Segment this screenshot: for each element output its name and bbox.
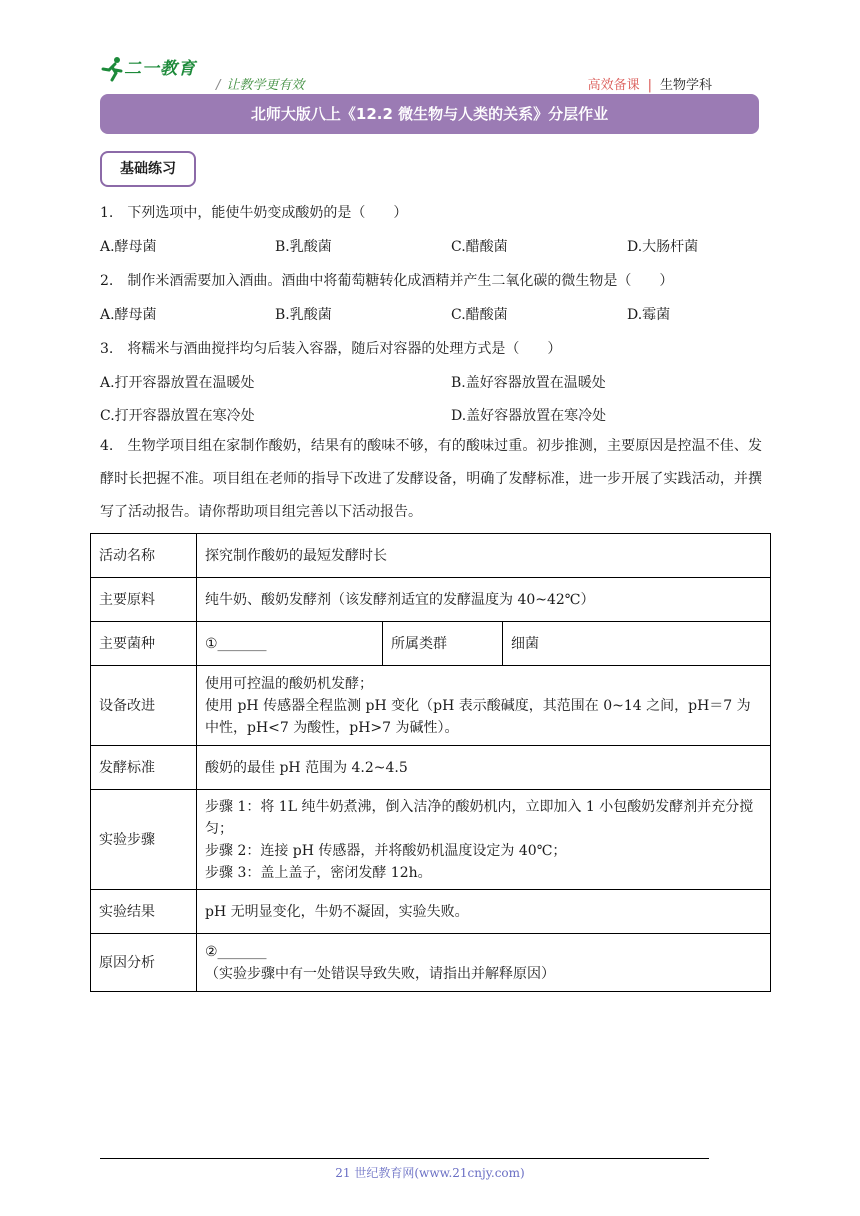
row-value-2: 细菌: [503, 622, 771, 666]
table-row: [91, 934, 771, 992]
q3-option-d: D.盖好容器放置在寒冷处: [451, 408, 607, 424]
row-line: 步骤 3：盖上盖子，密闭发酵 12h。: [205, 864, 432, 881]
header-tag: 高效备课: [587, 78, 640, 93]
row-line: 使用 pH 传感器全程监测 pH 变化（pH 表示酸碱度，其范围在 0~14 之间，pH＝7 为中性，pH<7 为酸性，pH>7 为碱性）。: [205, 697, 751, 736]
row-line: 步骤 1：将 1L 纯牛奶煮沸，倒入洁净的酸奶机内，立即加入 1 小包酸奶发酵剂并充分搅匀；: [205, 798, 754, 837]
row-label-2: 所属类群: [383, 622, 503, 666]
row-value: [197, 790, 771, 890]
header-right: [588, 74, 712, 93]
q1-option-c: C.醋酸菌: [451, 239, 508, 255]
page-title: 北师大版八上《12.2 微生物与人类的关系》分层作业: [100, 94, 759, 134]
table-row: [91, 622, 771, 666]
page-header: [100, 52, 760, 92]
row-label: 活动名称: [91, 534, 197, 578]
q3-option-a: A.打开容器放置在温暖处: [100, 375, 255, 391]
q3-option-b: B.盖好容器放置在温暖处: [451, 375, 606, 391]
row-label: 实验结果: [91, 890, 197, 934]
q1-option-b: B.乳酸菌: [275, 239, 332, 255]
q3-option-c: C.打开容器放置在寒冷处: [100, 408, 255, 424]
table-row: [91, 746, 771, 790]
activity-report-table: [90, 533, 771, 992]
header-subject: 生物学科: [659, 78, 712, 93]
q2-option-a: A.酵母菌: [100, 307, 157, 323]
runner-icon: [100, 56, 126, 82]
row-value: [197, 666, 771, 746]
q2-option-b: B.乳酸菌: [275, 307, 332, 323]
question-2: 2. 制作米酒需要加入酒曲。酒曲中将葡萄糖转化成酒精并产生二氧化碳的微生物是（ ）: [100, 273, 674, 289]
row-value: 探究制作酸奶的最短发酵时长: [197, 534, 771, 578]
table-row: [91, 578, 771, 622]
footer-divider: [100, 1158, 709, 1159]
slogan-text: 让教学更有效: [226, 78, 305, 93]
table-row: [91, 890, 771, 934]
table-row: [91, 790, 771, 890]
row-label: 原因分析: [91, 934, 197, 992]
section-tag: 基础练习: [100, 151, 196, 187]
row-label: 发酵标准: [91, 746, 197, 790]
row-label: 实验步骤: [91, 790, 197, 890]
row-line: ②_______: [205, 943, 267, 960]
header-separator: |: [647, 78, 652, 93]
slogan: / 让教学更有效: [216, 78, 305, 93]
q2-option-d: D.霉菌: [627, 307, 671, 323]
q1-option-a: A.酵母菌: [100, 239, 157, 255]
table-row: [91, 666, 771, 746]
question-4: 4. 生物学项目组在家制作酸奶，结果有的酸味不够，有的酸味过重。初步推测，主要原因是控温不佳、发酵时长把握不准。项目组在老师的指导下改进了发酵设备，明确了发酵标准，进一步开展了实践活动，并撰写了活动报告。请你帮助项目组完善以下活动报告。: [100, 438, 762, 520]
row-line: 步骤 2：连接 pH 传感器，并将酸奶机温度设定为 40℃；: [205, 842, 567, 859]
logo: [100, 52, 212, 82]
row-value-blank: ①_______: [197, 622, 383, 666]
page-footer[interactable]: 21 世纪教育网(www.21cnjy.com): [335, 1166, 525, 1180]
row-line: （实验步骤中有一处错误导致失败，请指出并解释原因）: [205, 965, 555, 982]
question-3: 3. 将糯米与酒曲搅拌均匀后装入容器，随后对容器的处理方式是（ ）: [100, 341, 562, 357]
row-value: 酸奶的最佳 pH 范围为 4.2~4.5: [197, 746, 771, 790]
row-label: 主要菌种: [91, 622, 197, 666]
q1-option-d: D.大肠杆菌: [627, 239, 699, 255]
question-1: 1. 下列选项中，能使牛奶变成酸奶的是（ ）: [100, 205, 408, 221]
row-line: 使用可控温的酸奶机发酵；: [205, 675, 373, 692]
row-value: pH 无明显变化，牛奶不凝固，实验失败。: [197, 890, 771, 934]
q2-option-c: C.醋酸菌: [451, 307, 508, 323]
row-value: [197, 934, 771, 992]
row-label: 设备改进: [91, 666, 197, 746]
row-value: 纯牛奶、酸奶发酵剂（该发酵剂适宜的发酵温度为 40~42℃）: [197, 578, 771, 622]
row-label: 主要原料: [91, 578, 197, 622]
logo-text: 二一教育: [124, 59, 196, 79]
table-row: [91, 534, 771, 578]
